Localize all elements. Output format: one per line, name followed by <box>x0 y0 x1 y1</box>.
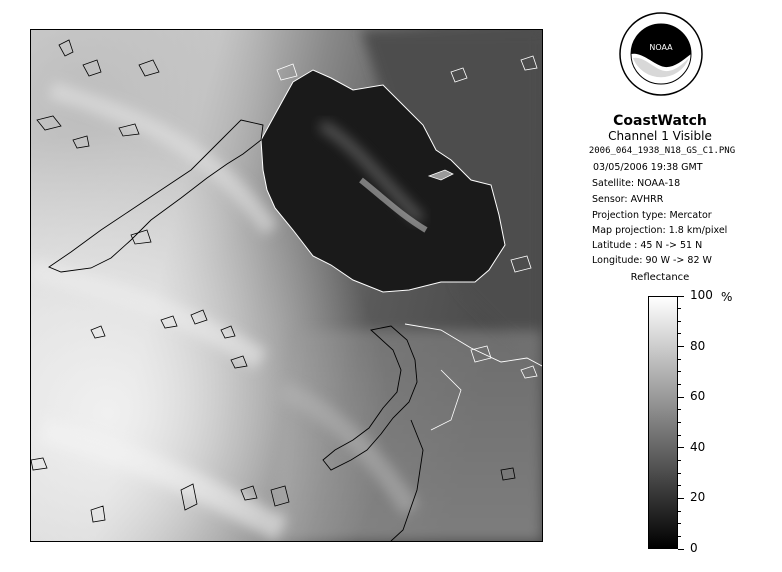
colorbar-tick-mark <box>678 296 684 297</box>
longitude-label: Longitude: 90 W -> 82 W <box>592 255 712 266</box>
datetime-label: 03/05/2006 19:38 GMT <box>593 162 703 173</box>
colorbar-minor-tick <box>678 371 681 372</box>
colorbar-minor-tick <box>678 511 681 512</box>
colorbar-minor-tick <box>678 359 681 360</box>
colorbar-minor-tick <box>678 536 681 537</box>
satellite-image-svg <box>31 30 542 541</box>
satellite-label: Satellite: NOAA-18 <box>592 178 681 189</box>
colorbar-tick-label: 80 <box>690 338 706 353</box>
channel-label: Channel 1 Visible <box>608 129 712 143</box>
colorbar-minor-tick <box>678 422 681 423</box>
colorbar-tick-label: 0 <box>690 541 698 555</box>
colorbar-tick-mark <box>678 447 684 448</box>
colorbar-tick-mark <box>678 346 684 347</box>
colorbar-tick-mark <box>678 397 684 398</box>
satellite-image <box>30 29 543 542</box>
sensor-label: Sensor: AVHRR <box>592 194 664 205</box>
colorbar-minor-tick <box>678 523 681 524</box>
colorbar-title: Reflectance <box>630 272 690 283</box>
colorbar-minor-tick <box>678 485 681 486</box>
colorbar-minor-tick <box>678 384 681 385</box>
logo-center-text: NOAA <box>649 43 673 52</box>
colorbar-minor-tick <box>678 460 681 461</box>
colorbar-tick-label: 20 <box>690 490 706 505</box>
colorbar-minor-tick <box>678 473 681 474</box>
colorbar-minor-tick <box>678 308 681 309</box>
projection-type-label: Projection type: Mercator <box>592 210 712 221</box>
latitude-label: Latitude : 45 N -> 51 N <box>592 240 703 251</box>
colorbar-tick-mark <box>678 549 684 550</box>
colorbar-tick-label: 100 <box>690 288 713 302</box>
colorbar-minor-tick <box>678 321 681 322</box>
noaa-logo-icon <box>619 12 703 96</box>
colorbar-minor-tick <box>678 333 681 334</box>
colorbar-unit: % <box>721 290 733 304</box>
colorbar-tick-label: 40 <box>690 439 706 454</box>
filename-label: 2006_064_1938_N18_GS_C1.PNG <box>588 146 736 156</box>
map-projection-label: Map projection: 1.8 km/pixel <box>592 225 728 236</box>
info-panel <box>560 0 782 572</box>
colorbar-minor-tick <box>678 435 681 436</box>
colorbar-tick-mark <box>678 498 684 499</box>
colorbar <box>648 296 678 549</box>
brand-title: CoastWatch <box>613 113 707 129</box>
colorbar-tick-label: 60 <box>690 389 706 404</box>
colorbar-minor-tick <box>678 409 681 410</box>
